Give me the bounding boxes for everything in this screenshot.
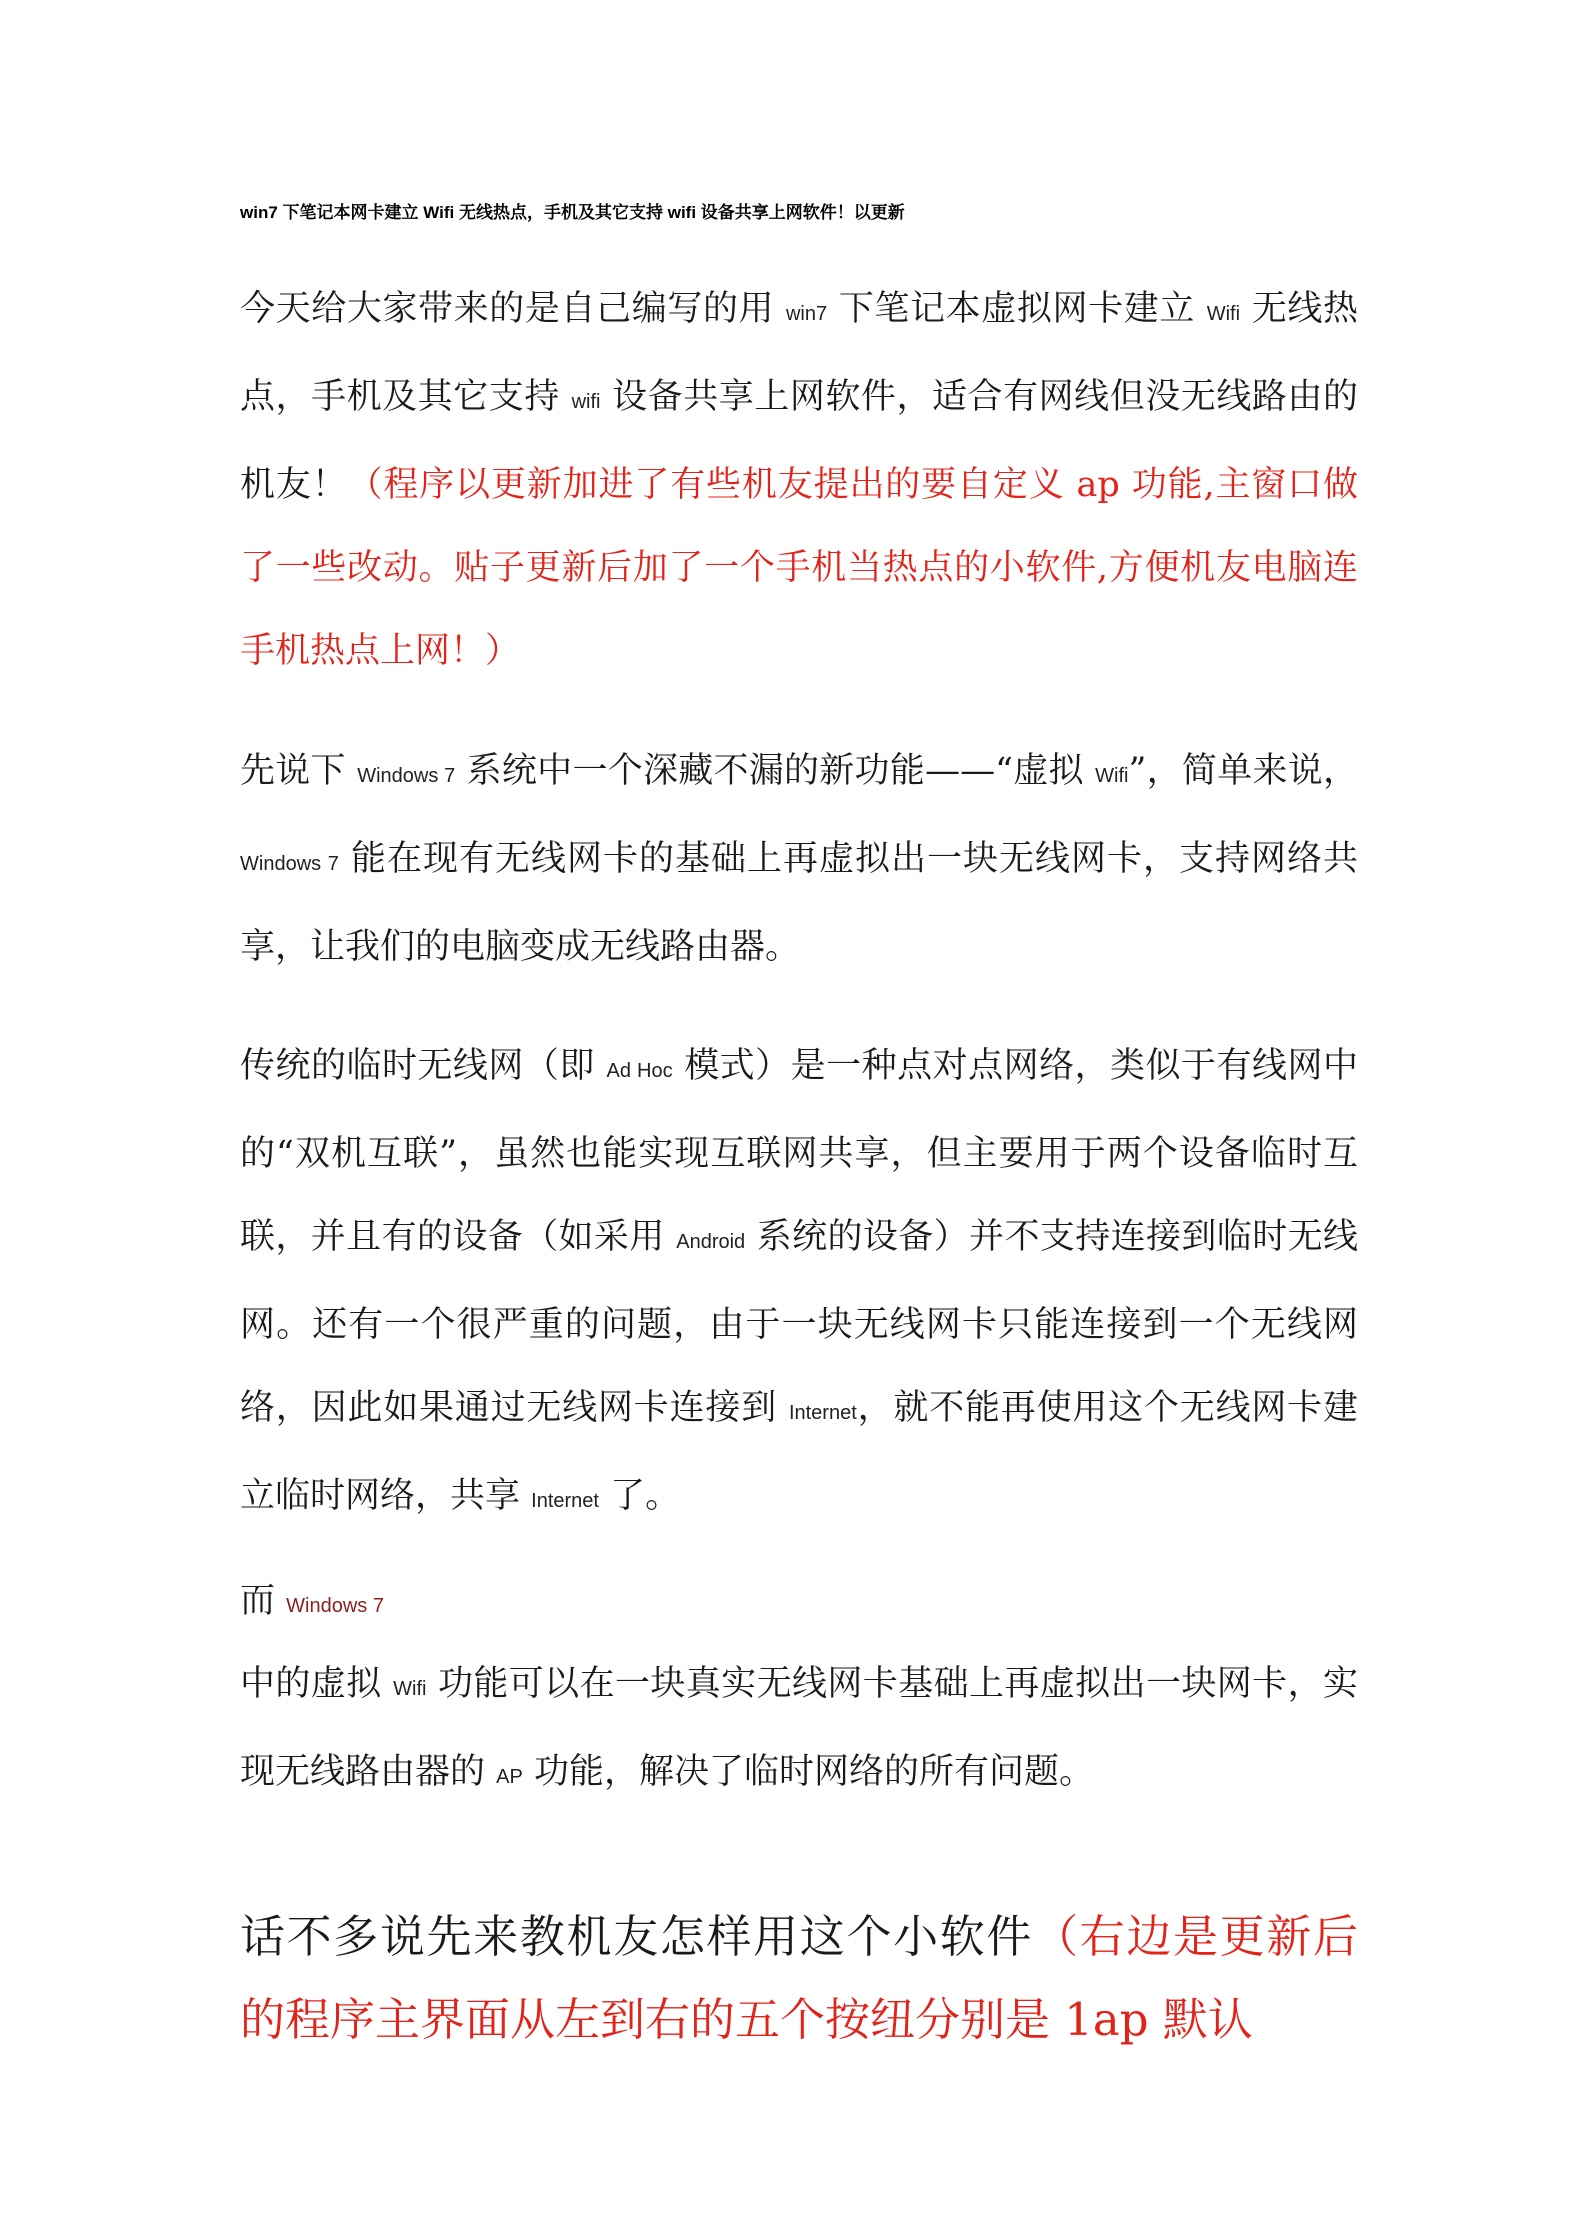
latin-run: Internet [531, 1490, 599, 1512]
title-part: 下笔记本网卡建立 [277, 203, 424, 222]
text-run: 功能可以在一块真实无线网卡基础上再虚拟出一块网卡，实现无线路由器的 [240, 1664, 1358, 1792]
text-run: 中的虚拟 [240, 1664, 394, 1704]
text-run: ”，简单来说， [1128, 751, 1358, 791]
latin-run: Wifi [1206, 303, 1241, 325]
windows7-paragraph [240, 1643, 1358, 1819]
text-run: ，就不能再使用这个无线网卡建立临时网络，共享 [240, 1388, 1358, 1516]
text-run: 设备共享上网软件，适合有网线但没无线路由的机友！ [240, 377, 1358, 505]
title-part: wifi [667, 203, 697, 222]
text-run: 能在现有无线网卡的基础上再虚拟出一块无线网卡，支持网络共享，让我们的电脑变成无线路由器。 [240, 839, 1359, 967]
latin-run: AP [496, 1766, 523, 1788]
text-run: 模式）是一种点对点网络，类似于有线网中的“双机互联”，虽然也能实现互联网共享，但主要用于两个设备临时互联，并且有的设备（如采用 [240, 1046, 1358, 1257]
title-part: 设备共享上网软件！以更新 [696, 203, 905, 222]
text-run: 话不多说先来教机友怎样用这个小软件 [240, 1910, 1034, 1963]
virtual-wifi-paragraph [240, 730, 1358, 989]
intro-paragraph [240, 268, 1358, 693]
text-run: 系统的设备）并不支持连接到临时无线网。还有一个很严重的问题，由于一块无线网卡只能连接到一个无线网络，因此如果通过无线网卡连接到 [240, 1217, 1358, 1428]
title-part: 无线热点，手机及其它支持 [454, 203, 668, 222]
latin-run: wifi [571, 391, 601, 413]
text-run: 无线热点，手机及其它支持 [240, 289, 1358, 417]
usage-paragraph [240, 1895, 1358, 2061]
text-run: 了。 [598, 1476, 681, 1516]
text-run: 而 [240, 1581, 287, 1621]
text-run: 系统中一个深藏不漏的新功能——“虚拟 [455, 751, 1096, 791]
text-run: 传统的临时无线网（即 [240, 1046, 607, 1086]
text-run: 功能，解决了临时网络的所有问题。 [522, 1752, 1094, 1792]
latin-run: Windows 7 [286, 1595, 384, 1617]
latin-run: Android [676, 1231, 746, 1253]
text-run: 下笔记本虚拟网卡建立 [827, 289, 1207, 329]
latin-run: Wifi [1095, 765, 1129, 787]
text-run: 今天给大家带来的是自己编写的用 [240, 289, 786, 329]
latin-run: Internet [788, 1402, 857, 1424]
update-note: （程序以更新加进了有些机友提出的要自定义 ap 功能,主窗口做了一些改动。贴子更新后加了一个手机当热点的小软件,方便机友电脑连手机热点上网！） [240, 465, 1358, 671]
latin-run: Wifi [393, 1678, 427, 1700]
windows7-heading-line [240, 1560, 1358, 1648]
text-run: 先说下 [240, 751, 358, 791]
interface-note: （右边是更新后的程序主界面从左到右的五个按纽分别是 1ap 默认 [240, 1910, 1358, 2046]
title-part: Wifi [423, 203, 455, 222]
latin-run: Windows 7 [240, 853, 339, 875]
adhoc-paragraph [240, 1025, 1358, 1543]
latin-run: Windows 7 [357, 765, 456, 787]
latin-run: Ad Hoc [606, 1060, 673, 1082]
latin-run: win7 [785, 303, 828, 325]
title-part: win7 [240, 203, 278, 222]
document-title [240, 198, 1360, 223]
